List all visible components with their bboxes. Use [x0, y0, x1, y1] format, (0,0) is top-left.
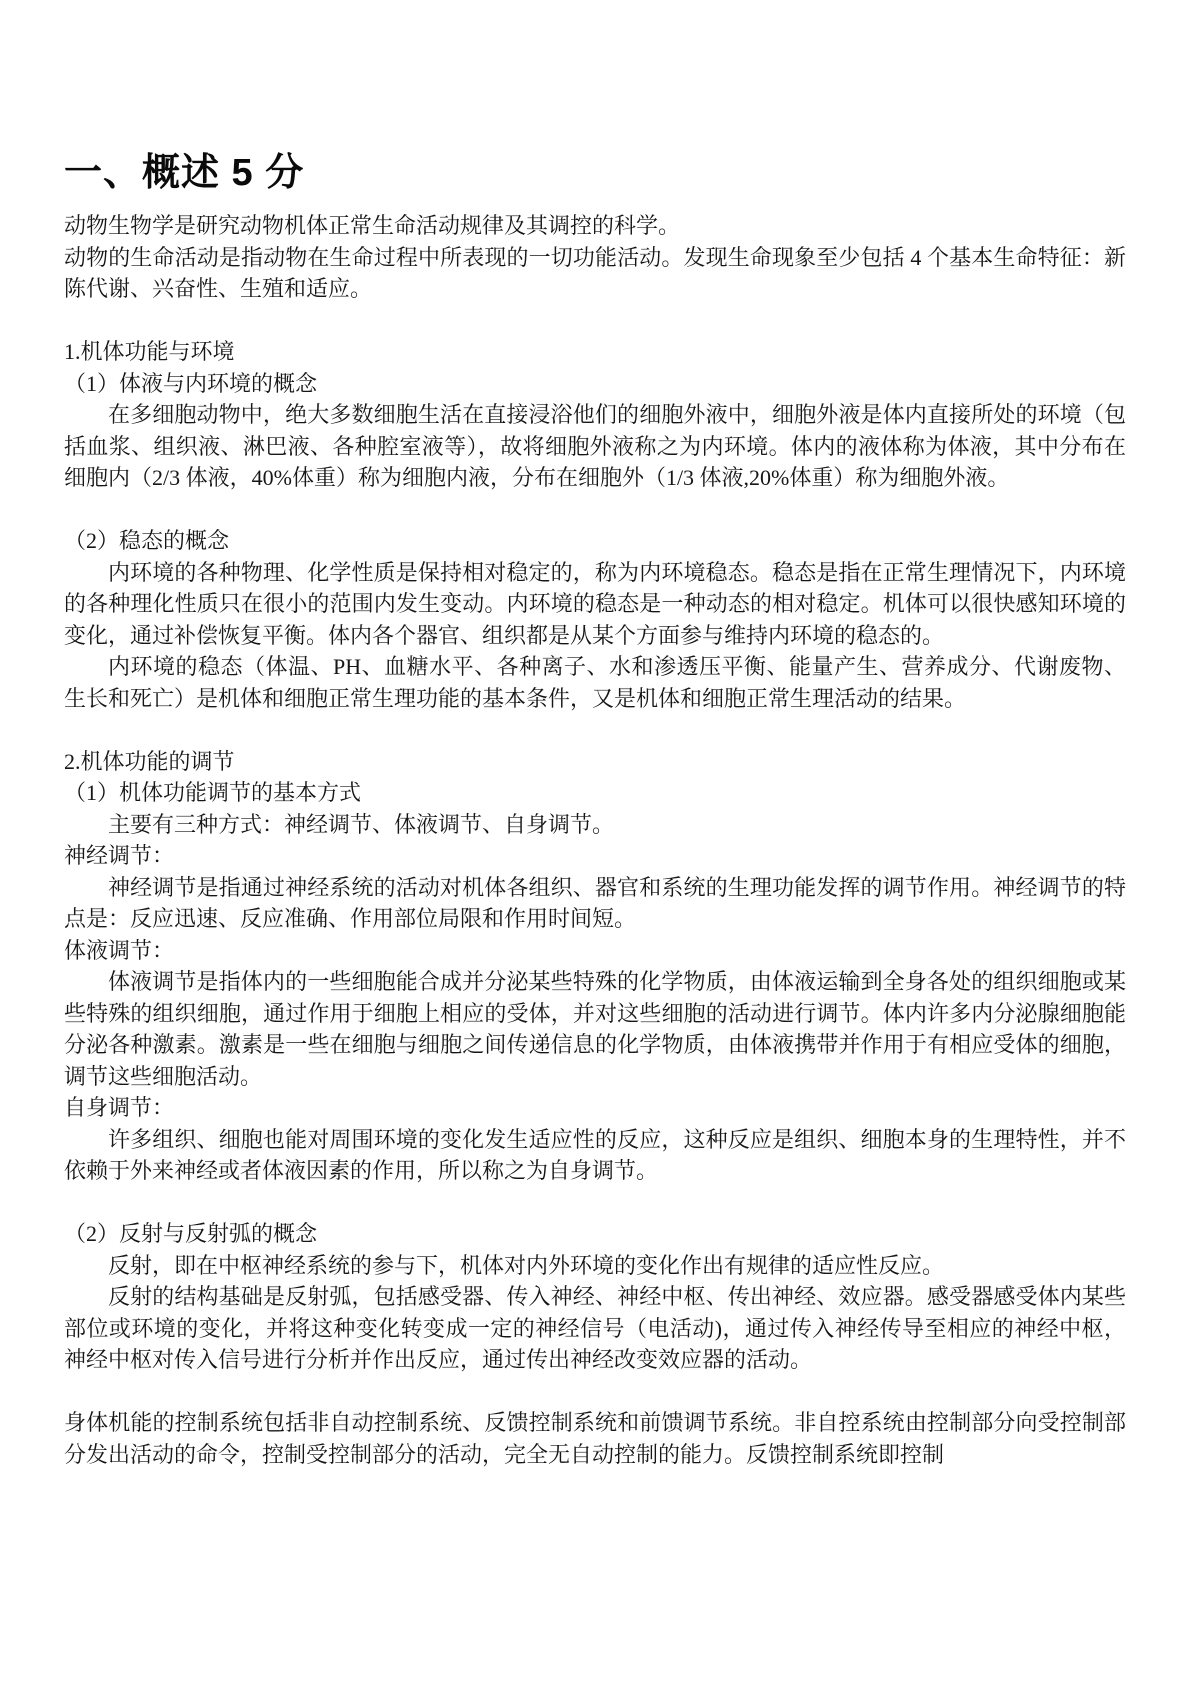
term-label: 神经调节： — [64, 843, 175, 868]
paragraph: 动物的生命活动是指动物在生命过程中所表现的一切功能活动。发现生命现象至少包括 4 个基本生命特征：新陈代谢、兴奋性、生殖和适应。 — [64, 244, 1126, 301]
term-label: 自身调节： — [64, 1095, 175, 1120]
section-heading: （2）反射与反射弧的概念 — [64, 1221, 318, 1246]
term-label: 体液调节： — [64, 937, 175, 963]
blank-line — [64, 1376, 1126, 1408]
paragraph: 身体机能的控制系统包括非自动控制系统、反馈控制系统和前馈调节系统。非自控系统由控制部分向受控制部分发出活动的命令，控制受控制部分的活动，完全无自动控制的能力。反馈控制系统即控制 — [64, 1410, 1126, 1467]
paragraph: 反射的结构基础是反射弧，包括感受器、传入神经、神经中枢、传出神经、效应器。感受器感受体内某些部位或环境的变化，并将这种变化转变成一定的神经信号（电活动)，通过传入神经传导至相应的神经中枢，神经中枢对传入信号进行分析并作出反应，通过传出神经改变效应器的活动。 — [64, 1284, 1126, 1372]
paragraph: 内环境的稳态（体温、PH、血糖水平、各种离子、水和渗透压平衡、能量产生、营养成分、代谢废物、生长和死亡）是机体和细胞正常生理功能的基本条件，又是机体和细胞正常生理活动的结果。 — [64, 654, 1126, 711]
paragraph: 在多细胞动物中，绝大多数细胞生活在直接浸浴他们的细胞外液中，细胞外液是体内直接所处的环境（包括血浆、组织液、淋巴液、各种腔室液等），故将细胞外液称之为内环境。体内的液体称为体液，其中分布在细胞内（2/3 体液，40%体重）称为细胞内液，分布在细胞外（1/3 体液,20%体重）称为细胞外液。 — [64, 402, 1126, 490]
blank-line — [64, 494, 1126, 526]
paragraph: 动物生物学是研究动物机体正常生命活动规律及其调控的科学。 — [64, 213, 681, 238]
blank-line — [64, 305, 1126, 337]
paragraph: 反射，即在中枢神经系统的参与下，机体对内外环境的变化作出有规律的适应性反应。 — [108, 1252, 945, 1278]
paragraph: 主要有三种方式：神经调节、体液调节、自身调节。 — [108, 811, 615, 837]
paragraph: 许多组织、细胞也能对周围环境的变化发生适应性的反应，这种反应是组织、细胞本身的生理特性，并不依赖于外来神经或者体液因素的作用，所以称之为自身调节。 — [64, 1126, 1126, 1183]
document-title: 一、概述 5 分 — [64, 152, 305, 194]
section-heading: 2.机体功能的调节 — [64, 748, 235, 774]
section-heading: （2）稳态的概念 — [64, 528, 230, 553]
paragraph: 内环境的各种物理、化学性质是保持相对稳定的，称为内环境稳态。稳态是指在正常生理情况下，内环境的各种理化性质只在很小的范围内发生变动。内环境的稳态是一种动态的相对稳定。机体可以很快感知环境的变化，通过补偿恢复平衡。体内各个器官、组织都是从某个方面参与维持内环境的稳态的。 — [64, 559, 1126, 648]
blank-line — [64, 1187, 1126, 1219]
blank-line — [64, 714, 1126, 746]
section-heading: 1.机体功能与环境 — [64, 339, 235, 364]
paragraph: 神经调节是指通过神经系统的活动对机体各组织、器官和系统的生理功能发挥的调节作用。神经调节的特点是：反应迅速、反应准确、作用部位局限和作用时间短。 — [64, 874, 1126, 931]
section-heading: （1）体液与内环境的概念 — [64, 370, 318, 396]
section-heading: （1）机体功能调节的基本方式 — [64, 780, 362, 805]
document-body — [64, 210, 1126, 1470]
paragraph: 体液调节是指体内的一些细胞能合成并分泌某些特殊的化学物质，由体液运输到全身各处的组织细胞或某些特殊的组织细胞，通过作用于细胞上相应的受体，并对这些细胞的活动进行调节。体内许多内分泌腺细胞能分泌各种激素。激素是一些在细胞与细胞之间传递信息的化学物质，由体液携带并作用于有相应受体的细胞，调节这些细胞活动。 — [64, 969, 1126, 1089]
